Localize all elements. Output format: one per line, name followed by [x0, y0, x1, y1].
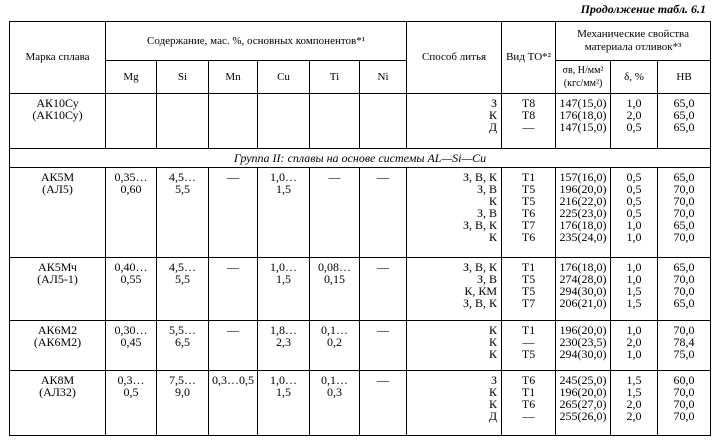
cell-elongation-line: 1,5: [626, 284, 642, 298]
cell-heat-treatment-line: Т1: [521, 260, 536, 274]
cell-elongation-line: 0,5: [626, 194, 642, 208]
cell-heat-treatment-line: Т6: [521, 397, 536, 411]
cell-elongation-line: 1,0: [626, 260, 642, 274]
cell-casting-line: З, В, К: [463, 260, 498, 274]
cell-casting-line: З, В: [477, 272, 498, 286]
cell-elongation: [611, 321, 658, 371]
table-row: [10, 371, 711, 436]
cell-elongation-line: 1,0: [626, 230, 642, 244]
cell-strength: [556, 168, 611, 258]
cell-hardness-line: 70,0: [673, 230, 695, 244]
cell-hardness-line: 70,0: [673, 397, 695, 411]
cell-mn: [209, 94, 258, 149]
cell-elongation-line: 1,0: [626, 347, 642, 361]
cell-heat-treatment: [502, 168, 556, 258]
cell-heat-treatment-line: Т5: [521, 272, 536, 286]
cell-casting: [407, 258, 502, 321]
cell-hardness-line: 70,0: [673, 385, 695, 399]
cell-cu-text: 1,0… 1,5: [270, 373, 297, 399]
cell-elongation-line: 1,5: [626, 385, 642, 399]
cell-heat-treatment-line: —: [522, 335, 535, 349]
cell-casting: [407, 371, 502, 436]
cell-strength-line: 255(26,0): [559, 409, 607, 423]
cell-mn: [209, 321, 258, 371]
cell-si-text: 5,5… 6,5: [169, 323, 196, 349]
cell-strength-line: 294(30,0): [559, 284, 607, 298]
cell-ni-text: —: [377, 260, 390, 274]
cell-elongation-line: 0,5: [626, 206, 642, 220]
cell-hardness-line: 78,4: [673, 335, 695, 349]
cell-heat-treatment-line: Т5: [521, 347, 536, 361]
cell-ni-text: —: [377, 170, 390, 184]
cell-casting-line: З: [491, 373, 498, 387]
cell-ni: [360, 321, 407, 371]
cell-heat-treatment: [502, 321, 556, 371]
cell-mn: [209, 258, 258, 321]
cell-heat-treatment-line: Т1: [521, 170, 536, 184]
cell-elongation-line: 2,0: [626, 335, 642, 349]
cell-casting-line: К: [489, 230, 498, 244]
cell-heat-treatment-line: —: [522, 120, 535, 134]
cell-hardness-line: 65,0: [673, 96, 695, 110]
cell-mg-text: [106, 94, 156, 99]
cell-heat-treatment-line: Т6: [521, 230, 536, 244]
cell-strength-line: 265(27,0): [559, 397, 607, 411]
cell-casting-line: К: [489, 385, 498, 399]
cell-elongation-line: 1,5: [626, 296, 642, 310]
cell-strength-line: 235(24,0): [559, 230, 607, 244]
header-strength: σв, Н/мм² (кгс/мм²): [556, 61, 611, 94]
cell-cu: [258, 321, 310, 371]
cell-hardness-line: 65,0: [673, 218, 695, 232]
header-ti: Ti: [310, 61, 360, 94]
cell-casting-line: Д: [488, 409, 498, 423]
cell-heat-treatment-line: Т5: [521, 182, 536, 196]
cell-mn: [209, 371, 258, 436]
cell-hardness-line: 65,0: [673, 108, 695, 122]
cell-heat-treatment: [502, 258, 556, 321]
cell-cu: [258, 258, 310, 321]
cell-hardness-line: 70,0: [673, 194, 695, 208]
cell-cu-text: [258, 94, 309, 99]
cell-cu: [258, 168, 310, 258]
cell-mn: [209, 168, 258, 258]
cell-casting: [407, 321, 502, 371]
alloy-name: [10, 258, 106, 321]
cell-cu: [258, 371, 310, 436]
cell-strength-line: 245(25,0): [559, 373, 607, 387]
header-heat-treatment: Вид ТО*²: [502, 22, 556, 94]
cell-strength: [556, 321, 611, 371]
header-composition: Содержание, мас. %, основных компонентов*¹: [106, 22, 407, 61]
cell-strength-line: 147(15,0): [559, 120, 607, 134]
cell-ti-text: —: [328, 170, 341, 184]
cell-hardness-line: 65,0: [673, 120, 695, 134]
cell-mg: [106, 258, 157, 321]
cell-heat-treatment-line: Т8: [521, 96, 536, 110]
cell-heat-treatment-line: Т7: [521, 296, 536, 310]
cell-hardness: [658, 321, 711, 371]
cell-strength-line: 176(18,0): [559, 260, 607, 274]
cell-ti: [310, 321, 360, 371]
cell-hardness: [658, 94, 711, 149]
alloy-name: [10, 94, 106, 149]
cell-ni-text: —: [377, 323, 390, 337]
cell-strength-line: 216(22,0): [559, 194, 607, 208]
cell-elongation: [611, 168, 658, 258]
alloy-name: [10, 321, 106, 371]
cell-hardness-line: 70,0: [673, 284, 695, 298]
alloy-name: [10, 371, 106, 436]
cell-hardness: [658, 371, 711, 436]
cell-heat-treatment-line: Т5: [521, 194, 536, 208]
header-mechanical: Механические свойства материала отливок*³: [556, 22, 711, 61]
table-row: [10, 168, 711, 258]
table-row: [10, 258, 711, 321]
cell-hardness-line: 70,0: [673, 206, 695, 220]
cell-ti-text: [310, 94, 359, 99]
table-row: [10, 321, 711, 371]
group-row: [10, 149, 711, 168]
cell-casting-line: К: [489, 194, 498, 208]
header-mn: Mn: [209, 61, 258, 94]
cell-ti-text: 0,1… 0,3: [321, 373, 348, 399]
cell-strength-line: 225(23,0): [559, 206, 607, 220]
header-casting: Способ литья: [407, 22, 502, 94]
cell-si: [157, 94, 209, 149]
header-cu: Cu: [258, 61, 310, 94]
cell-hardness-line: 75,0: [673, 347, 695, 361]
cell-cu: [258, 94, 310, 149]
cell-strength-line: 176(18,0): [559, 218, 607, 232]
cell-casting-line: З, В, К: [463, 170, 498, 184]
cell-hardness-line: 70,0: [673, 409, 695, 423]
cell-strength-line: 206(21,0): [559, 296, 607, 310]
cell-hardness-line: 65,0: [673, 260, 695, 274]
cell-hardness-line: 65,0: [673, 170, 695, 184]
cell-elongation-line: 0,5: [626, 120, 642, 134]
alloy-name-text: АК5Мч (АЛ5-1): [37, 260, 78, 286]
cell-elongation-line: 2,0: [626, 397, 642, 411]
cell-si-text: 7,5… 9,0: [169, 373, 196, 399]
cell-casting: [407, 94, 502, 149]
cell-casting-line: Д: [488, 120, 498, 134]
cell-ni-text: [360, 94, 406, 99]
cell-strength-line: 196(20,0): [559, 323, 607, 337]
cell-strength-line: 147(15,0): [559, 96, 607, 110]
cell-ti-text: 0,1… 0,2: [321, 323, 348, 349]
cell-casting-line: К: [489, 108, 498, 122]
cell-ni: [360, 258, 407, 321]
cell-hardness: [658, 168, 711, 258]
alloy-name-text: АК5М (АЛ5): [40, 170, 75, 196]
table-caption: Продолжение табл. 6.1: [580, 2, 706, 16]
cell-mg: [106, 168, 157, 258]
cell-elongation: [611, 94, 658, 149]
header-si: Si: [157, 61, 209, 94]
cell-si-text: 4,5… 5,5: [169, 170, 196, 196]
cell-casting-line: З: [491, 96, 498, 110]
cell-mn-text: 0,3…0,5: [212, 373, 254, 387]
header-mg: Mg: [106, 61, 157, 94]
cell-mg: [106, 321, 157, 371]
header-alloy: Марка сплава: [10, 22, 106, 94]
cell-elongation-line: 0,5: [626, 170, 642, 184]
cell-heat-treatment-line: Т5: [521, 284, 536, 298]
cell-mg-text: 0,35… 0,60: [114, 170, 148, 196]
alloy-name-text: АК8М (АЛ32): [39, 373, 76, 399]
cell-mn-text: —: [227, 323, 239, 337]
cell-strength: [556, 94, 611, 149]
cell-elongation: [611, 371, 658, 436]
cell-strength-line: 157(16,0): [559, 170, 607, 184]
cell-ni: [360, 168, 407, 258]
cell-strength: [556, 371, 611, 436]
cell-ti: [310, 371, 360, 436]
cell-si: [157, 168, 209, 258]
cell-elongation-line: 2,0: [626, 108, 642, 122]
cell-heat-treatment-line: Т1: [521, 323, 536, 337]
cell-heat-treatment-line: Т6: [521, 373, 536, 387]
cell-mg-text: 0,40… 0,55: [114, 260, 148, 286]
header-elongation: δ, %: [611, 61, 658, 94]
cell-heat-treatment: [502, 94, 556, 149]
cell-mn-text: [209, 94, 257, 99]
cell-strength-line: 176(18,0): [559, 108, 607, 122]
cell-elongation-line: 1,0: [626, 323, 642, 337]
cell-strength-line: 230(23,5): [559, 335, 607, 349]
group-title: Группа II: сплавы на основе системы AL—Si—Cu: [10, 149, 711, 168]
cell-heat-treatment-line: Т1: [521, 385, 536, 399]
cell-ti: [310, 258, 360, 321]
cell-elongation-line: 1,0: [626, 272, 642, 286]
cell-casting-line: З, В: [477, 206, 498, 220]
cell-hardness-line: 70,0: [673, 272, 695, 286]
cell-mg: [106, 371, 157, 436]
cell-strength: [556, 258, 611, 321]
cell-heat-treatment-line: Т8: [521, 108, 536, 122]
cell-casting-line: К: [489, 397, 498, 411]
alloy-name-text: АК10Су (АК10Су): [32, 96, 83, 122]
table-row: [10, 94, 711, 149]
cell-casting-line: К: [489, 347, 498, 361]
cell-si: [157, 371, 209, 436]
cell-mg-text: 0,3… 0,5: [117, 373, 145, 399]
cell-casting: [407, 168, 502, 258]
cell-heat-treatment: [502, 371, 556, 436]
cell-casting-line: З, В, К: [463, 296, 498, 310]
cell-casting-line: К: [489, 323, 498, 337]
cell-heat-treatment-line: Т6: [521, 206, 536, 220]
cell-casting-line: К, КМ: [464, 284, 498, 298]
cell-elongation-line: 0,5: [626, 182, 642, 196]
cell-ni: [360, 94, 407, 149]
cell-strength-line: 196(20,0): [559, 385, 607, 399]
cell-mg-text: 0,30… 0,45: [114, 323, 148, 349]
cell-strength-line: 294(30,0): [559, 347, 607, 361]
alloy-name-text: АК6М2 (АК6М2): [33, 323, 82, 349]
cell-cu-text: 1,0… 1,5: [270, 260, 297, 286]
cell-mn-text: —: [227, 260, 239, 274]
cell-casting-line: К: [489, 335, 498, 349]
cell-cu-text: 1,0… 1,5: [270, 170, 297, 196]
cell-si-text: [157, 94, 208, 99]
cell-casting-line: З, В: [477, 182, 498, 196]
cell-hardness-line: 70,0: [673, 182, 695, 196]
cell-heat-treatment-line: Т7: [521, 218, 536, 232]
header-ni: Ni: [360, 61, 407, 94]
header-hardness: HB: [658, 61, 711, 94]
cell-elongation-line: 1,5: [626, 373, 642, 387]
cell-ni-text: —: [377, 373, 390, 387]
cell-si: [157, 321, 209, 371]
cell-strength-line: 274(28,0): [559, 272, 607, 286]
cell-si: [157, 258, 209, 321]
cell-hardness-line: 65,0: [673, 296, 695, 310]
alloy-name: [10, 168, 106, 258]
alloy-properties-table: [9, 21, 711, 436]
cell-casting-line: З, В, К: [463, 218, 498, 232]
cell-ti-text: 0,08… 0,15: [318, 260, 351, 286]
cell-mn-text: —: [227, 170, 239, 184]
cell-elongation-line: 1,0: [626, 218, 642, 232]
cell-strength-line: 196(20,0): [559, 182, 607, 196]
cell-elongation-line: 1,0: [626, 96, 642, 110]
cell-ti: [310, 168, 360, 258]
cell-elongation-line: 2,0: [626, 409, 642, 423]
cell-ni: [360, 371, 407, 436]
cell-elongation: [611, 258, 658, 321]
cell-mg: [106, 94, 157, 149]
cell-hardness-line: 70,0: [673, 323, 695, 337]
cell-si-text: 4,5… 5,5: [169, 260, 196, 286]
cell-hardness-line: 60,0: [673, 373, 695, 387]
cell-ti: [310, 94, 360, 149]
cell-heat-treatment-line: —: [522, 409, 535, 423]
cell-cu-text: 1,8… 2,3: [270, 323, 297, 349]
cell-hardness: [658, 258, 711, 321]
